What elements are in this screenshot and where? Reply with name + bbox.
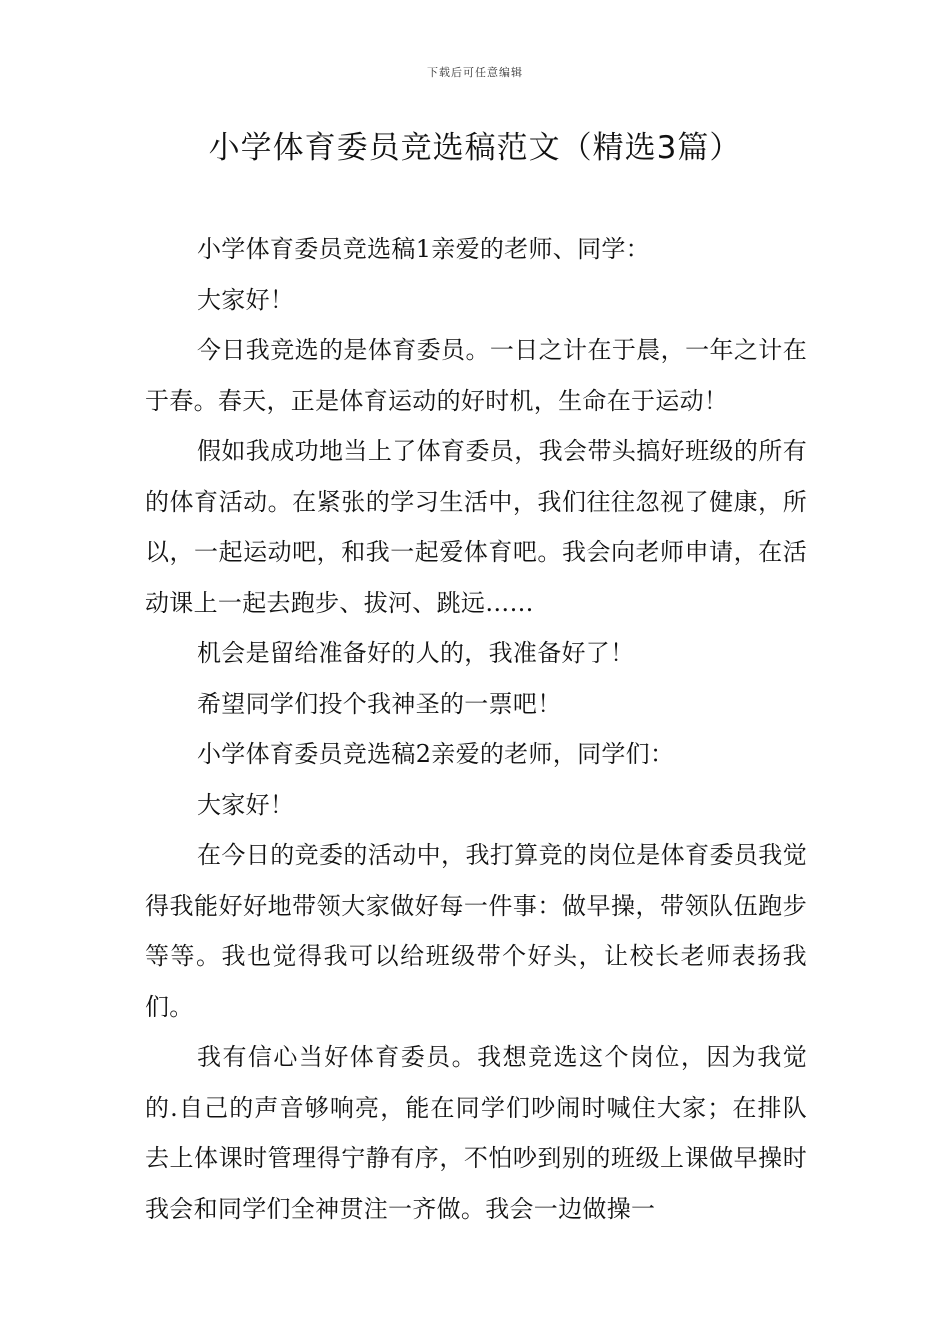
paragraph: 大家好！ bbox=[197, 285, 295, 314]
paragraph: 我有信心当好体育委员。我想竞选这个岗位，因为我觉的.自己的声音够响亮，能在同学们吵闹时喊住大家；在排队去上体课时管理得宁静有序，不怕吵到别的班级上课做早操时我会和同学们全神贯注一齐做。我会一边做操一 bbox=[145, 1043, 807, 1223]
paragraph: 希望同学们投个我神圣的一票吧！ bbox=[197, 689, 562, 718]
paragraph: 小学体育委员竞选稿1亲爱的老师、同学： bbox=[197, 235, 650, 263]
paragraph: 小学体育委员竞选稿2亲爱的老师，同学们： bbox=[197, 740, 675, 768]
paragraph: 大家好！ bbox=[197, 790, 295, 819]
document-body bbox=[145, 224, 807, 1234]
paragraph: 今日我竞选的是体育委员。一日之计在于晨，一年之计在于春。春天，正是体育运动的好时机，生命在于运动！ bbox=[145, 336, 807, 415]
document-title: 小学体育委员竞选稿范文（精选3篇） bbox=[208, 130, 742, 166]
paragraph: 假如我成功地当上了体育委员，我会带头搞好班级的所有的体育活动。在紧张的学习生活中，我们往往忽视了健康，所以，一起运动吧，和我一起爱体育吧。我会向老师申请，在活动课上一起去跑步、拔河、跳远…… bbox=[145, 437, 807, 617]
header-note: 下载后可任意编辑 bbox=[427, 66, 523, 79]
paragraph: 机会是留给准备好的人的，我准备好了！ bbox=[197, 639, 635, 667]
paragraph: 在今日的竞委的活动中，我打算竞的岗位是体育委员我觉得我能好好地带领大家做好每一件事：做早操，带领队伍跑步等等。我也觉得我可以给班级带个好头，让校长老师表扬我们。 bbox=[145, 841, 807, 1021]
